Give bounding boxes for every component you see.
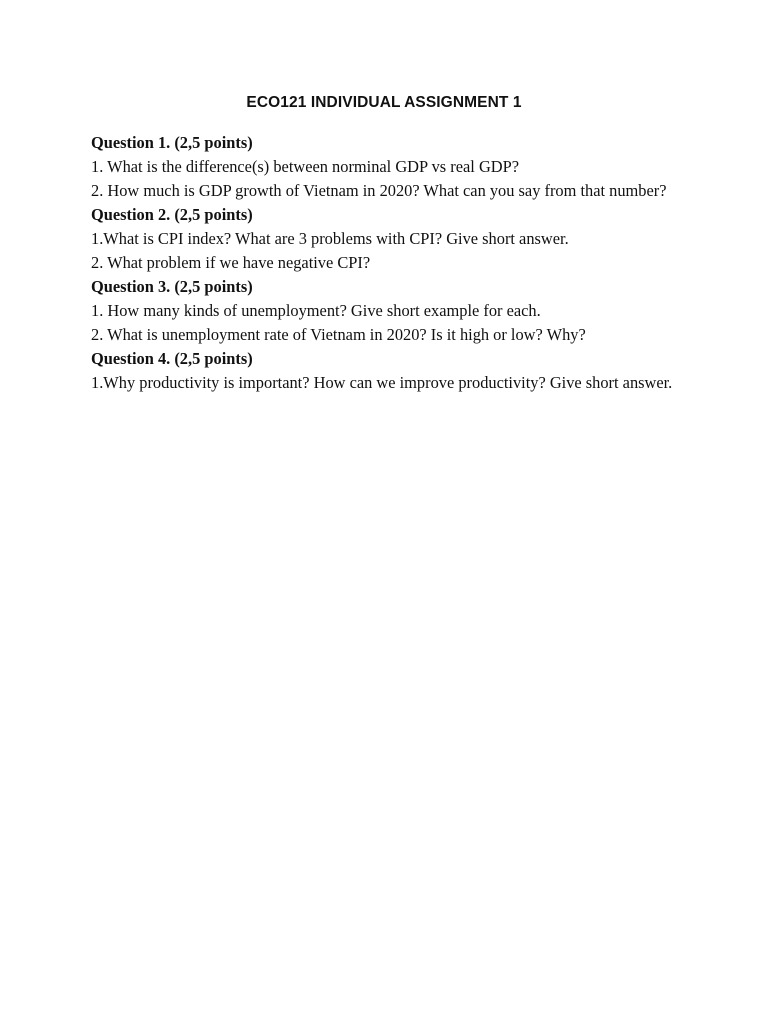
question-block-3 (91, 275, 677, 347)
question-points: (2,5 points) (174, 133, 253, 152)
question-item: 1. What is the difference(s) between norminal GDP vs real GDP? (91, 157, 520, 176)
question-points: (2,5 points) (174, 277, 253, 296)
question-heading (91, 203, 677, 227)
question-number: Question 1. (91, 133, 171, 152)
question-item: 1. How many kinds of unemployment? Give short example for each. (91, 301, 541, 320)
question-heading (91, 131, 677, 155)
question-number: Question 4. (91, 349, 171, 368)
question-heading (91, 275, 677, 299)
question-block-4 (91, 347, 677, 395)
question-number: Question 2. (91, 205, 171, 224)
document-body (91, 131, 677, 395)
question-item: 2. How much is GDP growth of Vietnam in 2020? What can you say from that number? (91, 181, 667, 200)
question-points: (2,5 points) (174, 349, 253, 368)
question-item: 2. What problem if we have negative CPI? (91, 253, 371, 272)
document-title: ECO121 INDIVIDUAL ASSIGNMENT 1 (246, 94, 522, 111)
question-number: Question 3. (91, 277, 171, 296)
question-item: 2. What is unemployment rate of Vietnam in 2020? Is it high or low? Why? (91, 325, 586, 344)
question-block-1 (91, 131, 677, 203)
question-block-2 (91, 203, 677, 275)
question-item: 1.Why productivity is important? How can we improve productivity? Give short answer. (91, 373, 673, 392)
question-points: (2,5 points) (174, 205, 253, 224)
question-heading (91, 347, 677, 371)
question-item: 1.What is CPI index? What are 3 problems with CPI? Give short answer. (91, 229, 569, 248)
